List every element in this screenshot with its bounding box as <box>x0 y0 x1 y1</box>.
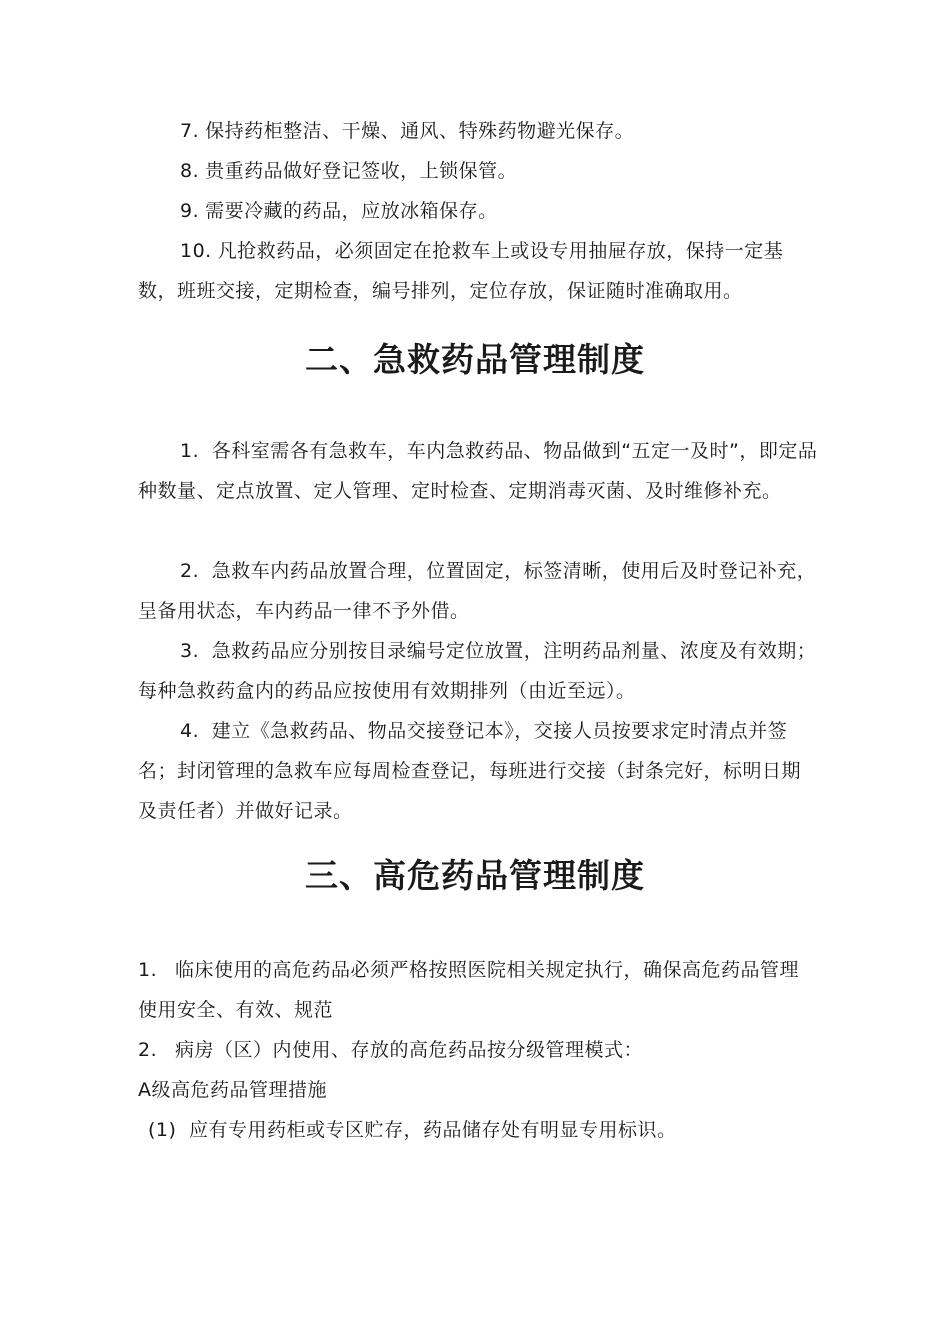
section-3-title: 三、高危药品管理制度 <box>305 856 645 895</box>
item-number: 8. <box>180 160 200 182</box>
item-number: 7. <box>180 120 200 142</box>
item-number: 4. <box>180 720 200 742</box>
item-number: 2. <box>180 560 200 582</box>
item-number: 9. <box>180 200 200 222</box>
section-3-sub-item-1 <box>148 1110 828 1150</box>
item-text: 应有专用药柜或专区贮存，药品储存处有明显专用标识。 <box>188 1119 677 1141</box>
section-2-item-4 <box>138 711 818 831</box>
item-number: 10. <box>180 240 212 262</box>
item-text: 各科室需各有急救车，车内急救药品、物品做到“五定一及时”，即定品种数量、定点放置、定人管理、定时检查、定期消毒灭菌、及时维修补充。 <box>138 440 818 502</box>
item-text: 急救药品应分别按目录编号定位放置，注明药品剂量、浓度及有效期；每种急救药盒内的药品应按使用有效期排列（由近至远）。 <box>138 640 817 702</box>
item-text: 建立《急救药品、物品交接登记本》，交接人员按要求定时清点并签名；封闭管理的急救车应每周检查登记，每班进行交接（封条完好，标明日期及责任者）并做好记录。 <box>138 720 802 822</box>
item-text: 贵重药品做好登记签收，上锁保管。 <box>205 160 518 182</box>
paragraph-item-9 <box>138 191 818 231</box>
item-text: 需要冷藏的药品，应放冰箱保存。 <box>205 200 498 222</box>
item-text: 凡抢救药品，必须固定在抢救车上或设专用抽屉存放，保持一定基数，班班交接，定期检查，编号排列，定位存放，保证随时准确取用。 <box>138 240 784 302</box>
section-2-title: 二、急救药品管理制度 <box>305 340 645 379</box>
item-number: 1. <box>180 440 200 462</box>
item-text: 急救车内药品放置合理，位置固定，标签清晰，使用后及时登记补充，呈备用状态，车内药品一律不予外借。 <box>138 560 817 622</box>
paragraph-item-8 <box>138 151 818 191</box>
item-number: 1. <box>138 959 158 981</box>
section-3-item-2 <box>138 1030 818 1070</box>
section-2-item-2 <box>138 551 818 631</box>
paragraph-item-10 <box>138 231 818 311</box>
item-text: 病房（区）内使用、存放的高危药品按分级管理模式： <box>175 1039 644 1061</box>
item-text: 保持药柜整洁、干燥、通风、特殊药物避光保存。 <box>205 120 635 142</box>
section-2-item-3 <box>138 631 818 711</box>
item-number: (1) <box>148 1119 177 1141</box>
item-text: 临床使用的高危药品必须严格按照医院相关规定执行，确保高危药品管理使用安全、有效、规范 <box>138 959 800 1021</box>
section-3-subheading: A级高危药品管理措施 <box>138 1079 327 1101</box>
section-3-item-1 <box>138 950 818 1030</box>
paragraph-item-7 <box>138 111 818 151</box>
item-number: 3. <box>180 640 200 662</box>
section-2-item-1 <box>138 431 818 511</box>
item-number: 2. <box>138 1039 158 1061</box>
